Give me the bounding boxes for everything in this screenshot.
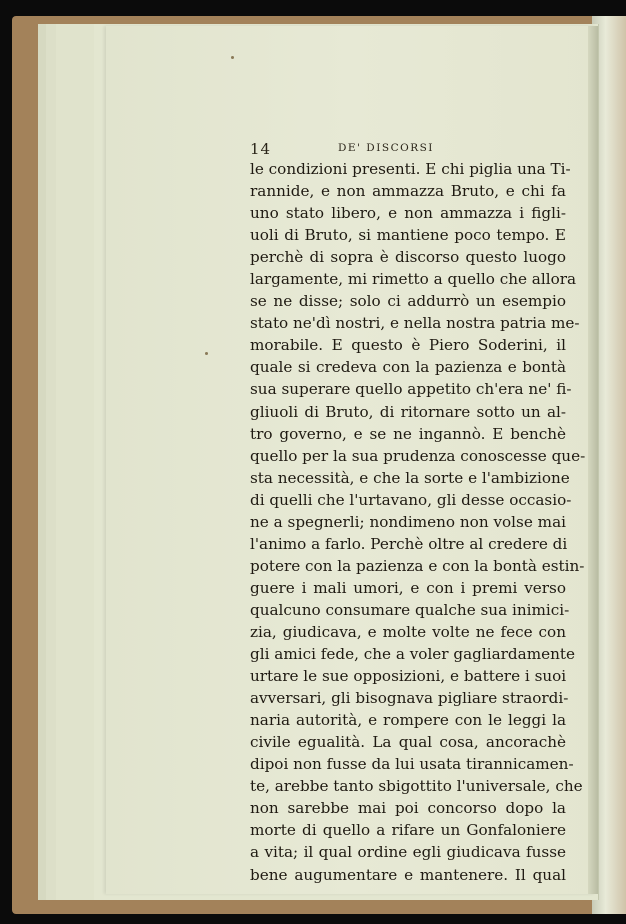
- text-line: morte di quello a rifare un Gonfaloniere: [250, 821, 566, 840]
- text-line: sua superare quello appetito ch'era ne' fi-: [250, 380, 572, 399]
- body-text: [250, 158, 586, 886]
- text-line: gli amici fede, che a voler gagliardamente: [250, 645, 575, 664]
- text-line: tro governo, e se ne ingannò. E benchè: [250, 424, 566, 443]
- text-line: te, arebbe tanto sbigottito l'universale, che: [250, 777, 583, 796]
- text-line: rannide, e non ammazza Bruto, e chi fa: [250, 182, 566, 201]
- text-line: dipoi non fusse da lui usata tirannicamen-: [250, 755, 574, 774]
- text-line: l'animo a farlo. Perchè oltre al credere di: [250, 534, 568, 553]
- running-head: DE' DISCORSI: [338, 142, 434, 154]
- paper-speck: [205, 352, 208, 355]
- text-line: morabile. E questo è Piero Soderini, il: [250, 336, 566, 355]
- text-line: bene augumentare e mantenere. Il qual: [250, 865, 566, 884]
- text-line: avversari, gli bisognava pigliare straordi-: [250, 689, 569, 708]
- text-line: quello per la sua prudenza conoscesse que-: [250, 446, 586, 465]
- text-line: le condizioni presenti. E chi piglia una Ti-: [250, 160, 571, 178]
- text-line: se ne disse; solo ci addurrò un esempio: [250, 292, 566, 311]
- text-line: guere i mali umori, e con i premi verso: [250, 578, 566, 597]
- page-number: 14: [250, 140, 272, 158]
- text-line: non sarebbe mai poi concorso dopo la: [250, 799, 566, 818]
- text-line: di quelli che l'urtavano, gli desse occasio-: [250, 490, 572, 509]
- text-line: perchè di sopra è discorso questo luogo: [250, 248, 566, 267]
- text-line: zia, giudicava, e molte volte ne fece con: [250, 622, 566, 641]
- text-line: civile egualità. La qual cosa, ancorachè: [250, 733, 566, 752]
- text-line: urtare le sue opposizioni, e battere i suoi: [250, 667, 567, 686]
- text-line: stato ne'dì nostri, e nella nostra patria me-: [250, 314, 580, 333]
- text-line: qualcuno consumare qualche sua inimici-: [250, 600, 570, 619]
- page-gutter: [588, 26, 598, 894]
- text-line: largamente, mi rimetto a quello che allora: [250, 270, 577, 289]
- text-line: ne a spegnerli; nondimeno non volse mai: [250, 512, 566, 531]
- text-line: quale si credeva con la pazienza e bontà: [250, 358, 566, 377]
- text-line: a vita; il qual ordine egli giudicava fusse: [250, 843, 566, 862]
- text-line: sta necessità, e che la sorte e l'ambizione: [250, 468, 570, 487]
- text-line: uno stato libero, e non ammazza i figli-: [250, 204, 566, 223]
- text-line: naria autorità, e rompere con le leggi la: [250, 711, 566, 730]
- page-header: [250, 140, 566, 158]
- text-line: uoli di Bruto, si mantiene poco tempo. E: [250, 226, 566, 245]
- text-line: gliuoli di Bruto, di ritornare sotto un al-: [250, 402, 566, 421]
- paper-speck: [231, 56, 234, 59]
- text-line: potere con la pazienza e con la bontà estin-: [250, 556, 585, 575]
